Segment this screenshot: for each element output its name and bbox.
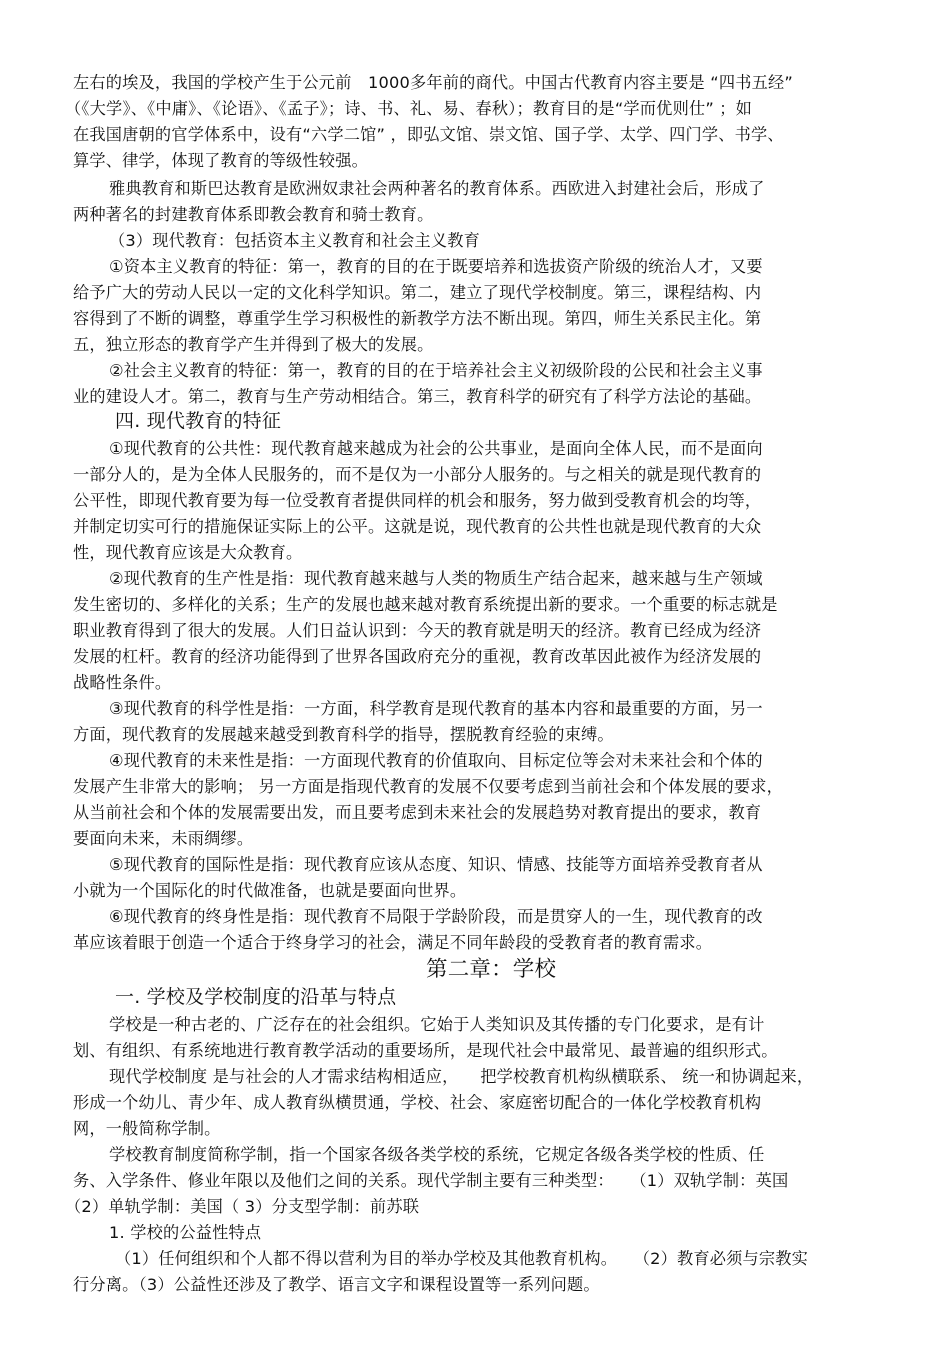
text-line: 五，独立形态的教育学产生并得到了极大的发展。	[73, 335, 434, 354]
text-line: ⑥现代教育的终身性是指：现代教育不局限于学龄阶段，而是贯穿人的一生，现代教育的改	[109, 907, 763, 926]
list-heading: 1. 学校的公益性特点	[109, 1223, 262, 1242]
text-line: 现代学校制度 是与社会的人才需求结构相适应， 把学校教育机构纵横联系、 统一和协调起来，	[109, 1067, 814, 1086]
text-line: 发生密切的、多样化的关系；生产的发展也越来越对教育系统提出新的要求。一个重要的标志就是	[73, 595, 778, 614]
text-line: 网，一般简称学制。	[73, 1119, 221, 1138]
text-line: 一部分人的，是为全体人民服务的，而不是仅为一小部分人服务的。与之相关的就是现代教育的	[73, 465, 762, 484]
section-heading: 一. 学校及学校制度的沿革与特点	[115, 986, 397, 1008]
text-line: 算学、律学，体现了教育的等级性较强。	[73, 151, 368, 170]
text-line: 并制定切实可行的措施保证实际上的公平。这就是说，现代教育的公共性也就是现代教育的大众	[73, 517, 762, 536]
text-line: 要面向未来，未雨绸缪。	[73, 829, 254, 848]
text-line: ⑤现代教育的国际性是指：现代教育应该从态度、知识、情感、技能等方面培养受教育者从	[109, 855, 763, 874]
text-line: 业的建设人才。第二，教育与生产劳动相结合。第三，教育科学的研究有了科学方法论的基础。	[73, 387, 762, 406]
text-line: 性，现代教育应该是大众教育。	[73, 543, 303, 562]
text-line: 两种著名的封建教育体系即教会教育和骑士教育。	[73, 205, 434, 224]
text-line: 在我国唐朝的官学体系中，设有“六学二馆” ，即弘文馆、崇文馆、国子学、太学、四门学、书学、	[73, 125, 784, 144]
section-heading: 四. 现代教育的特征	[115, 410, 282, 432]
text-line: 左右的埃及，我国的学校产生于公元前 1000多年前的商代。中国古代教育内容主要是 “四书五经”	[73, 73, 794, 92]
text-line: 学校是一种古老的、广泛存在的社会组织。它始于人类知识及其传播的专门化要求，是有计	[109, 1015, 765, 1034]
text-line: 革应该着眼于创造一个适合于终身学习的社会，满足不同年龄段的受教育者的教育需求。	[73, 933, 713, 952]
text-line: 发展产生非常大的影响； 另一方面是指现代教育的发展不仅要考虑到当前社会和个体发展的要求，	[73, 777, 784, 796]
text-line: 形成一个幼儿、青少年、成人教育纵横贯通，学校、社会、家庭密切配合的一体化学校教育机构	[73, 1093, 762, 1112]
text-line: （《大学》、《中庸》、《论语》、《孟子》；诗、书、礼、易、春秋）；教育目的是“学而优则仕” ；如	[65, 99, 753, 118]
text-line: 给予广大的劳动人民以一定的文化科学知识。第二，建立了现代学校制度。第三，课程结构、内	[73, 283, 762, 302]
text-line: ③现代教育的科学性是指：一方面，科学教育是现代教育的基本内容和最重要的方面，另一	[109, 699, 763, 718]
text-line: 容得到了不断的调整，尊重学生学习积极性的新教学方法不断出现。第四，师生关系民主化。第	[73, 309, 762, 328]
text-line: 方面，现代教育的发展越来越受到教育科学的指导，摆脱教育经验的束缚。	[73, 725, 614, 744]
text-line: （2）单轨学制：美国（ 3）分支型学制：前苏联	[65, 1197, 420, 1216]
text-line: 职业教育得到了很大的发展。人们日益认识到：今天的教育就是明天的经济。教育已经成为经济	[73, 621, 762, 640]
text-line: 务、入学条件、修业年限以及他们之间的关系。现代学制主要有三种类型： （1）双轨学制：英国	[73, 1171, 789, 1190]
text-line: 行分离。（3）公益性还涉及了教学、语言文字和课程设置等一系列问题。	[73, 1275, 600, 1294]
text-line: 从当前社会和个体的发展需要出发，而且要考虑到未来社会的发展趋势对教育提出的要求，教育	[73, 803, 762, 822]
text-line: 雅典教育和斯巴达教育是欧洲奴隶社会两种著名的教育体系。西欧进入封建社会后，形成了	[109, 179, 765, 198]
text-line: ②社会主义教育的特征：第一，教育的目的在于培养社会主义初级阶段的公民和社会主义事	[109, 361, 763, 380]
text-line: ②现代教育的生产性是指：现代教育越来越与人类的物质生产结合起来，越来越与生产领域	[109, 569, 763, 588]
text-line: 小就为一个国际化的时代做准备，也就是要面向世界。	[73, 881, 467, 900]
text-line: ①现代教育的公共性：现代教育越来越成为社会的公共事业，是面向全体人民，而不是面向	[109, 439, 763, 458]
text-line: （1）任何组织和个人都不得以营利为目的举办学校及其他教育机构。 （2）教育必须与宗教实	[115, 1249, 809, 1268]
text-line: ①资本主义教育的特征：第一，教育的目的在于既要培养和选拔资产阶级的统治人才，又要	[109, 257, 763, 276]
text-line: 划、有组织、有系统地进行教育教学活动的重要场所，是现代社会中最常见、最普遍的组织形式。	[73, 1041, 778, 1060]
text-line: （3）现代教育：包括资本主义教育和社会主义教育	[109, 231, 481, 250]
text-line: 发展的杠杆。教育的经济功能得到了世界各国政府充分的重视，教育改革因此被作为经济发展的	[73, 647, 762, 666]
text-line: ④现代教育的未来性是指：一方面现代教育的价值取向、目标定位等会对未来社会和个体的	[109, 751, 763, 770]
text-line: 学校教育制度简称学制，指一个国家各级各类学校的系统，它规定各级各类学校的性质、任	[109, 1145, 765, 1164]
text-line: 公平性，即现代教育要为每一位受教育者提供同样的机会和服务，努力做到受教育机会的均等，	[73, 491, 762, 510]
chapter-title: 第二章：学校	[426, 957, 557, 982]
text-line: 战略性条件。	[73, 673, 172, 692]
